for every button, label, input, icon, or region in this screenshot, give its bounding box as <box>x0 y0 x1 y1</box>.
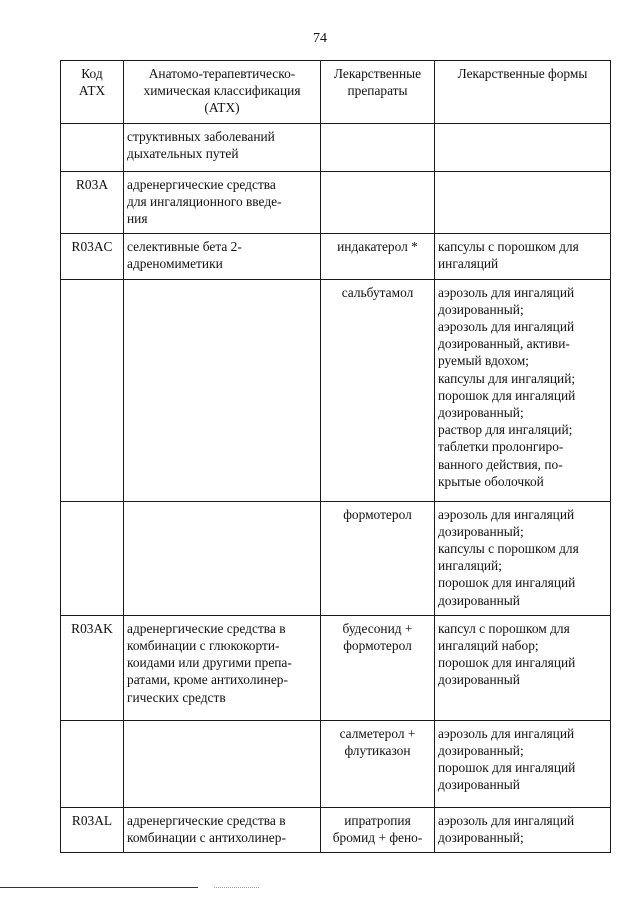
atc-code-cell <box>61 234 124 279</box>
forms-line: дозированный, активи- <box>438 336 570 352</box>
forms-line: ингаляций; <box>438 558 502 574</box>
forms-line: капсулы с порошком для <box>438 541 579 557</box>
drug-line: будесонид + <box>342 620 413 636</box>
drug-cell <box>321 501 435 615</box>
forms-cell <box>435 234 611 279</box>
table-row <box>61 123 611 171</box>
forms-line: дозированный; <box>438 830 524 846</box>
classification-line: адреномиметики <box>127 256 223 272</box>
footnote-dotted-rule <box>214 887 259 889</box>
header-classification <box>124 61 321 124</box>
forms-cell <box>435 807 611 852</box>
classification-line: дыхательных путей <box>127 145 239 161</box>
drug-cell <box>321 171 435 234</box>
drug-cell <box>321 807 435 852</box>
forms-line: крытые оболочкой <box>438 473 544 489</box>
forms-cell <box>435 171 611 234</box>
drug-line: флутиказон <box>344 743 411 759</box>
atc-code: R03A <box>76 176 108 192</box>
forms-line: дозированный <box>438 592 520 608</box>
drug-line: формотерол <box>343 638 412 654</box>
table-body <box>61 123 611 853</box>
atc-code-cell <box>61 807 124 852</box>
page-number: 74 <box>313 31 327 46</box>
header-drugs-line: Лекарственные <box>333 66 422 81</box>
classification-cell <box>124 123 321 171</box>
header-classification-line: химическая классификация <box>143 83 301 99</box>
classification-line: адренергические средства в <box>127 620 286 636</box>
atc-code: R03AK <box>71 620 113 636</box>
forms-line: капсулы для ингаляций; <box>438 370 576 386</box>
forms-line: аэрозоль для ингаляций <box>438 506 575 522</box>
forms-line: аэрозоль для ингаляций <box>438 319 575 335</box>
forms-cell <box>435 123 611 171</box>
drug-line: салметерол + <box>339 725 416 741</box>
drug-cell <box>321 234 435 279</box>
forms-cell <box>435 501 611 615</box>
drug-cell <box>321 720 435 807</box>
table-row <box>61 501 611 615</box>
header-forms <box>435 61 611 124</box>
forms-line: руемый вдохом; <box>438 353 529 369</box>
forms-line: порошок для ингаляций <box>438 575 576 591</box>
forms-line: порошок для ингаляций <box>438 655 576 671</box>
classification-cell <box>124 234 321 279</box>
forms-cell <box>435 615 611 720</box>
atc-code-cell <box>61 123 124 171</box>
forms-line: дозированный; <box>438 523 524 539</box>
footnote-rule <box>0 887 198 888</box>
forms-line: таблетки пролонгиро- <box>438 439 564 455</box>
drug-line: индакатерол * <box>337 239 418 255</box>
table-row <box>61 171 611 234</box>
forms-line: аэрозоль для ингаляций <box>438 284 575 300</box>
classification-line: коидами или другими препа- <box>127 655 292 671</box>
atc-code-cell <box>61 171 124 234</box>
forms-line: порошок для ингаляций <box>438 760 576 776</box>
atc-code-cell <box>61 615 124 720</box>
classification-cell <box>124 615 321 720</box>
forms-line: ингаляций набор; <box>438 638 539 654</box>
table-header-row <box>61 61 611 124</box>
classification-cell <box>124 279 321 501</box>
forms-line: дозированный; <box>438 743 524 759</box>
table-row <box>61 615 611 720</box>
forms-line: капсул с порошком для <box>438 620 570 636</box>
forms-cell <box>435 720 611 807</box>
forms-line: дозированный; <box>438 405 524 421</box>
drug-cell <box>321 123 435 171</box>
table-row <box>61 720 611 807</box>
table-row <box>61 279 611 501</box>
forms-line: раствор для ингаляций; <box>438 422 573 438</box>
atc-code-cell <box>61 501 124 615</box>
drug-line: ипратропия <box>344 812 411 828</box>
forms-line: аэрозоль для ингаляций <box>438 725 575 741</box>
header-forms-line: Лекарственные формы <box>457 66 588 81</box>
drug-line: бромид + фено- <box>332 830 423 846</box>
drug-cell <box>321 279 435 501</box>
classification-cell <box>124 501 321 615</box>
drug-cell <box>321 615 435 720</box>
forms-line: дозированный <box>438 777 520 793</box>
classification-line: комбинации с глюкокорти- <box>127 638 280 654</box>
classification-cell <box>124 171 321 234</box>
forms-line: капсулы с порошком для <box>438 239 579 255</box>
header-code-line: АТХ <box>78 83 106 99</box>
classification-line: адренергические средства в <box>127 812 286 828</box>
classification-line: ратами, кроме антихолинер- <box>127 672 288 688</box>
header-classification-line: (АТХ) <box>204 100 240 116</box>
forms-line: ингаляций <box>438 256 499 272</box>
classification-line: структивных заболеваний <box>127 128 275 144</box>
classification-line: комбинации с антихолинер- <box>127 830 286 846</box>
header-code-line: Код <box>81 66 103 81</box>
atc-code: R03AL <box>71 812 113 828</box>
classification-line: селективные бета 2- <box>127 239 242 255</box>
forms-line: дозированный; <box>438 301 524 317</box>
atc-classification-table <box>60 60 611 853</box>
header-code <box>61 61 124 124</box>
header-drugs-line: препараты <box>347 83 408 99</box>
classification-line: адренергические средства <box>127 176 276 192</box>
classification-cell <box>124 807 321 852</box>
atc-code-cell <box>61 720 124 807</box>
header-drugs <box>321 61 435 124</box>
drug-line: сальбутамол <box>341 284 414 300</box>
forms-line: аэрозоль для ингаляций <box>438 812 575 828</box>
atc-code: R03AC <box>71 239 113 255</box>
forms-cell <box>435 279 611 501</box>
header-classification-line: Анатомо-терапевтическо- <box>148 66 296 81</box>
forms-line: дозированный <box>438 672 520 688</box>
forms-line: порошок для ингаляций <box>438 387 576 403</box>
drug-line: формотерол <box>343 506 412 522</box>
atc-code-cell <box>61 279 124 501</box>
classification-cell <box>124 720 321 807</box>
table-row <box>61 234 611 279</box>
forms-line: ванного действия, по- <box>438 456 563 472</box>
classification-line: для ингаляционного введе- <box>127 193 282 209</box>
classification-line: ния <box>127 211 148 227</box>
classification-line: гических средств <box>127 689 226 705</box>
table-row <box>61 807 611 852</box>
